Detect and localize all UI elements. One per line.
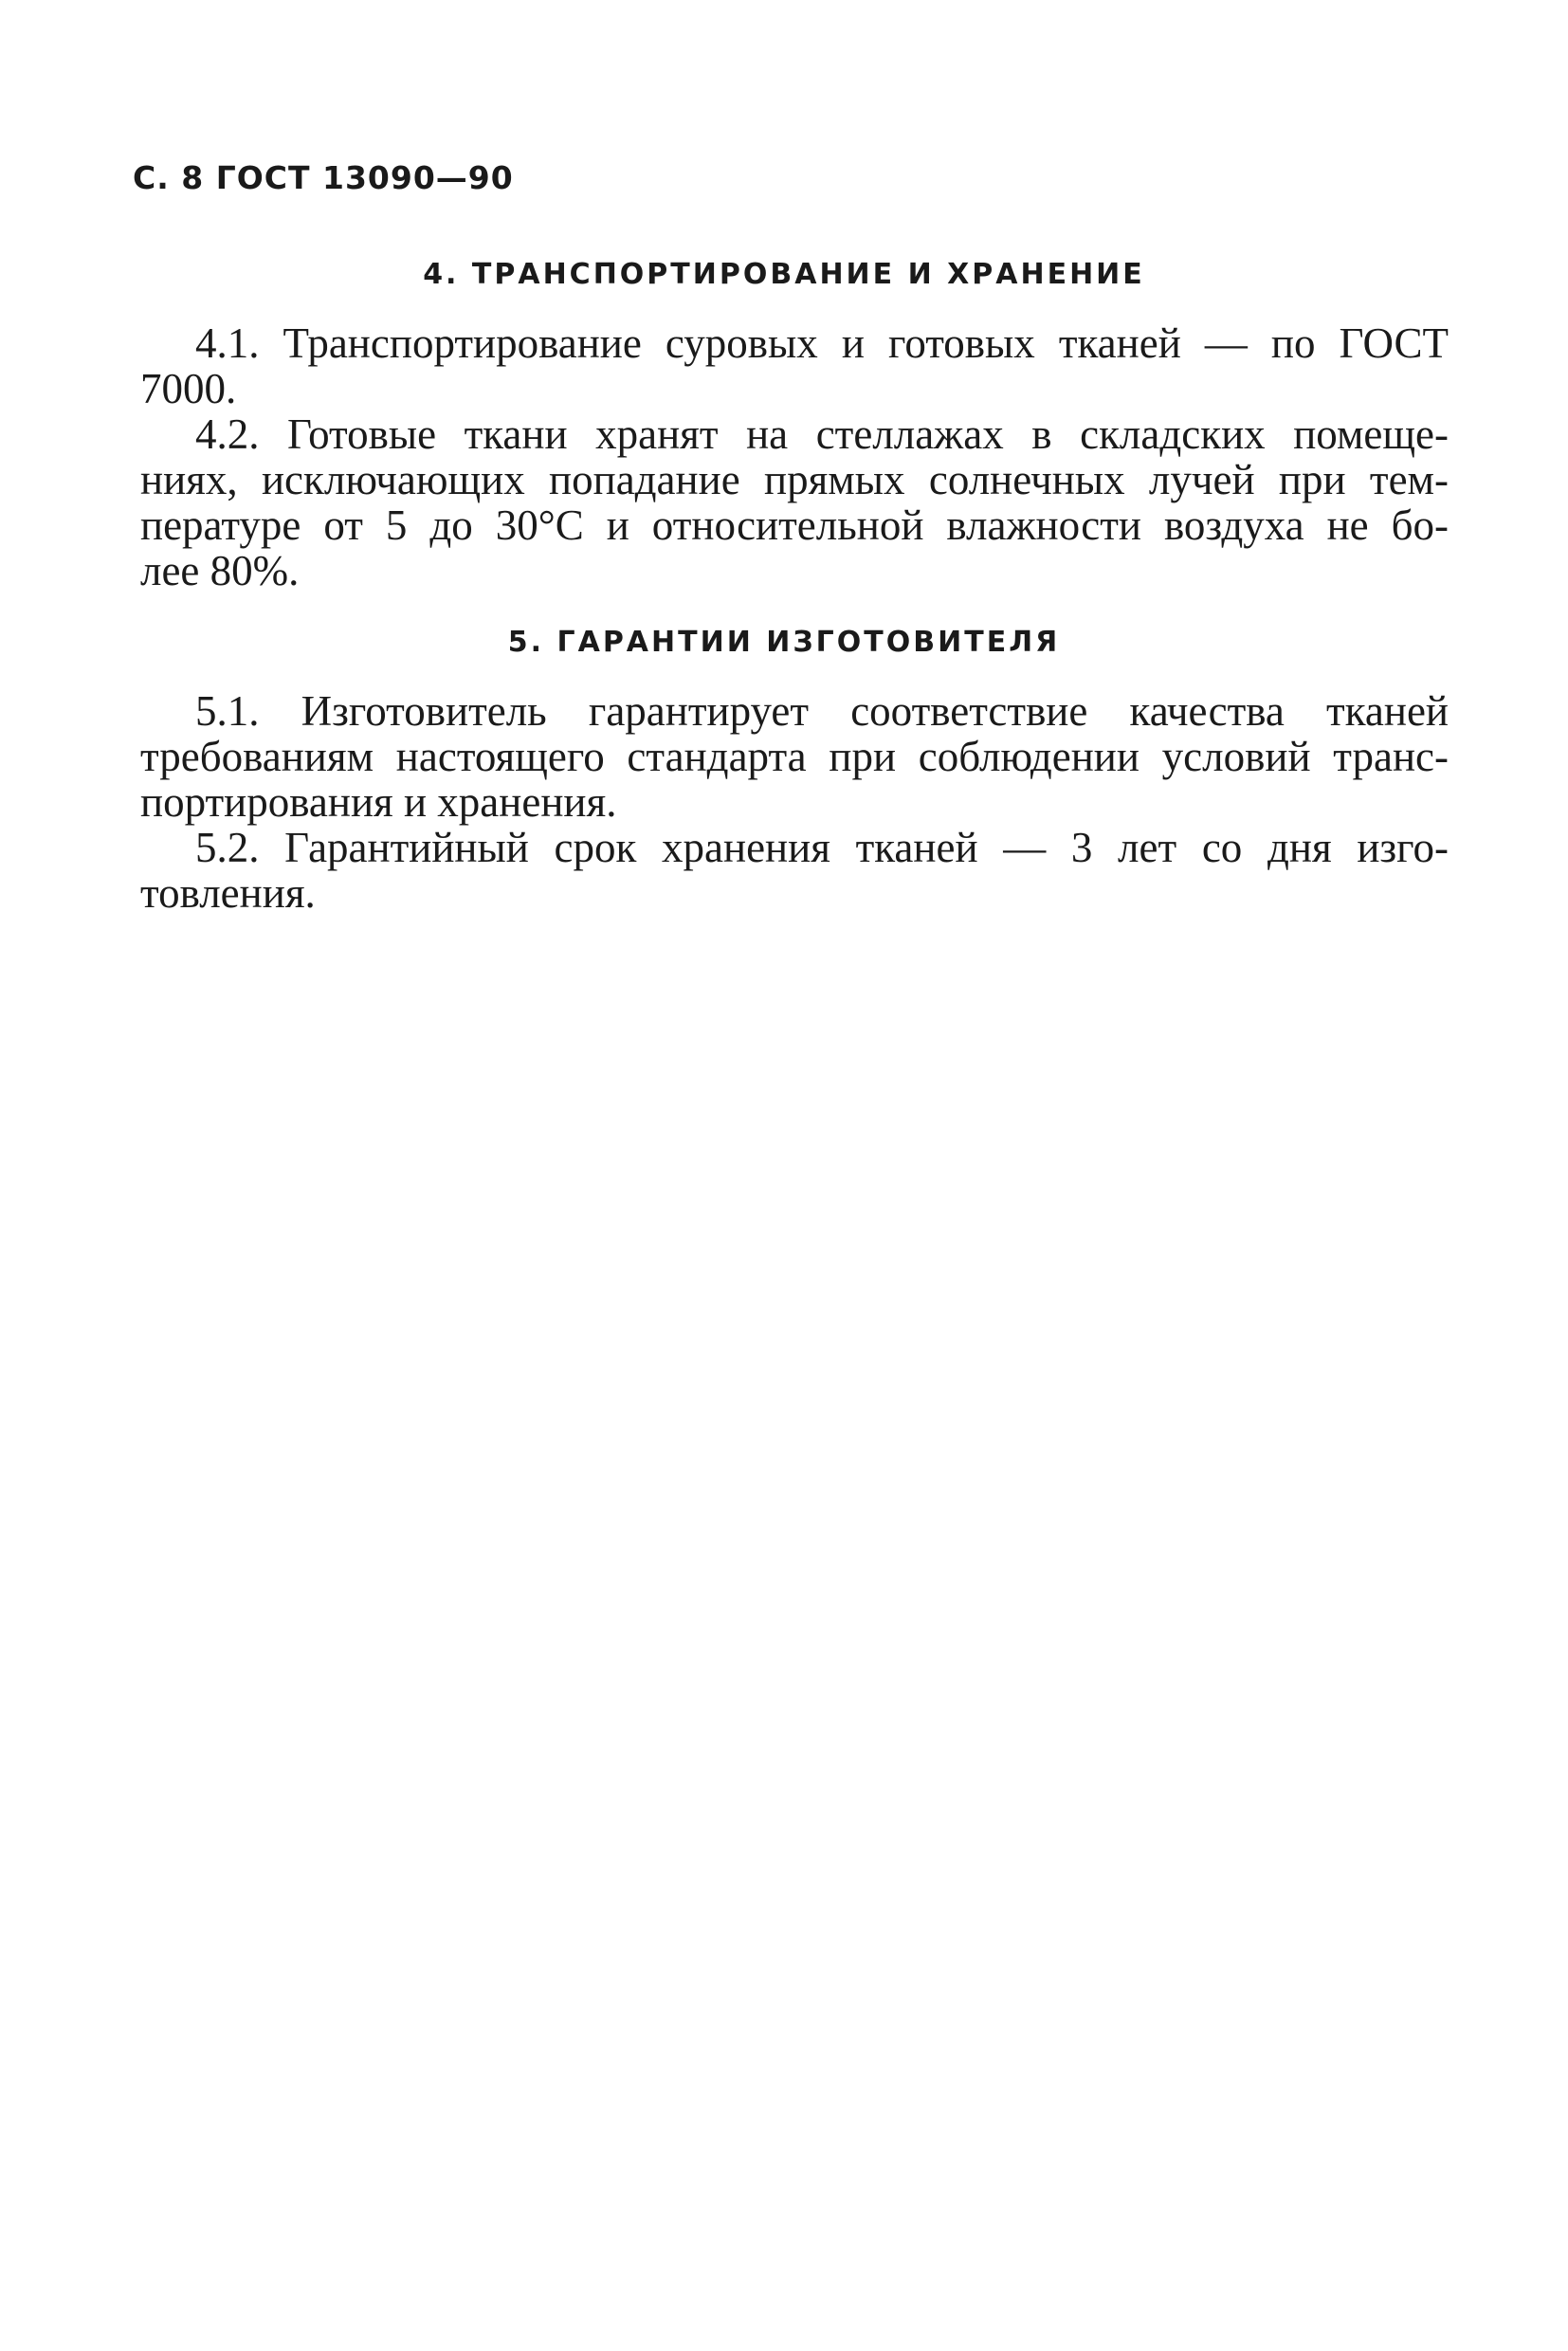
paragraph-line: пературе от 5 до 30°С и относительной влажности воздуха не бо- xyxy=(140,501,1449,549)
paragraph-4-2 xyxy=(140,411,1449,593)
section-4-heading: 4. ТРАНСПОРТИРОВАНИЕ И ХРАНЕНИЕ xyxy=(423,258,1145,291)
paragraph-line: 5.1. Изготовитель гарантирует соответствие качества тканей xyxy=(195,687,1449,735)
section-5-body xyxy=(140,688,1449,916)
paragraph-line: ниях, исключающих попадание прямых солнечных лучей при тем- xyxy=(140,456,1449,503)
paragraph-4-1 xyxy=(140,320,1449,411)
section-4-body xyxy=(140,320,1449,593)
paragraph-line: 7000. xyxy=(140,365,237,412)
section-5-heading: 5. ГАРАНТИИ ИЗГОТОВИТЕЛЯ xyxy=(507,626,1061,659)
running-header: С. 8 ГОСТ 13090—90 xyxy=(133,159,514,196)
paragraph-line: требованиям настоящего стандарта при соблюдении условий транс- xyxy=(140,733,1449,780)
paragraph-line: портирования и хранения. xyxy=(140,778,617,826)
paragraph-line: товления. xyxy=(140,869,316,917)
paragraph-line: 5.2. Гарантийный срок хранения тканей — 3 лет со дня изго- xyxy=(195,824,1449,871)
paragraph-line: 4.2. Готовые ткани хранят на стеллажах в складских помеще- xyxy=(195,410,1449,458)
paragraph-5-1 xyxy=(140,688,1449,825)
paragraph-line: 4.1. Транспортирование суровых и готовых тканей — по ГОСТ xyxy=(195,319,1449,367)
paragraph-5-2 xyxy=(140,825,1449,916)
paragraph-line: лее 80%. xyxy=(140,547,300,594)
